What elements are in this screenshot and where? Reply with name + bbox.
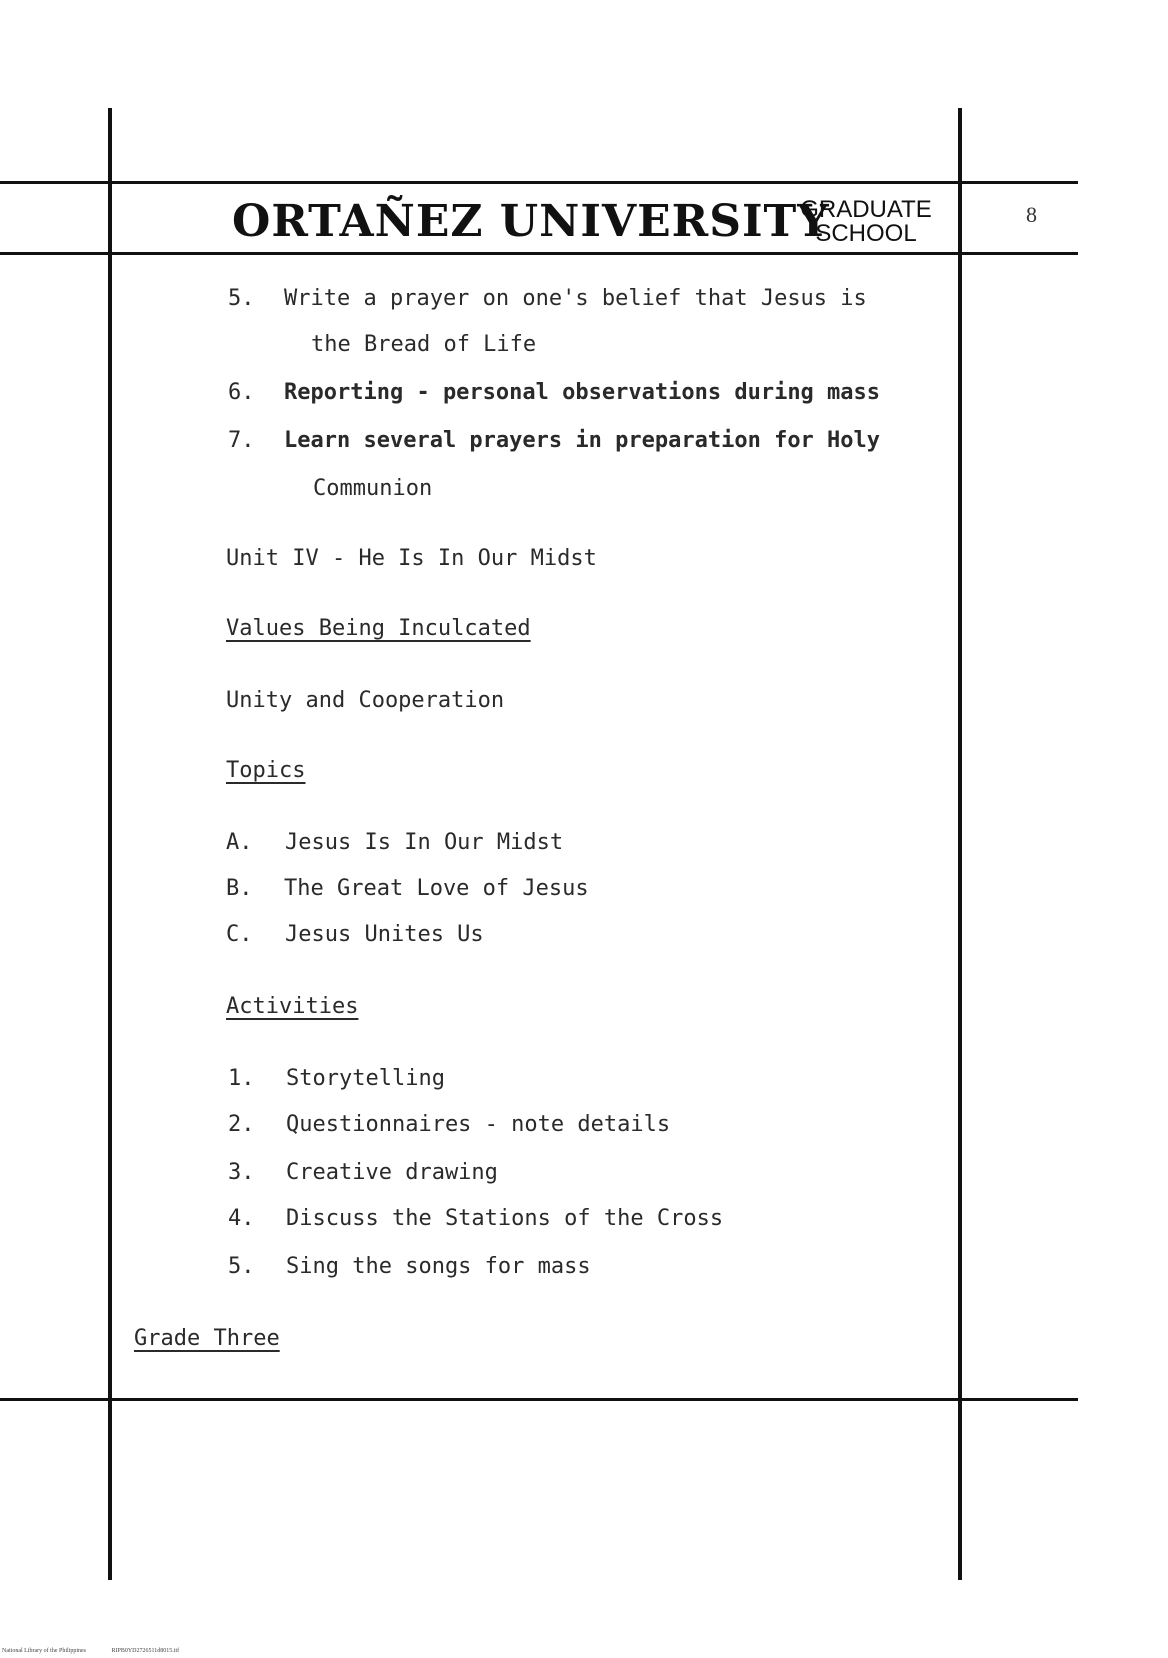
activity-number: 3. bbox=[228, 1160, 255, 1185]
unit-title: Unit IV - He Is In Our Midst bbox=[226, 546, 597, 571]
margin-line-right bbox=[958, 108, 962, 1580]
topic-text: The Great Love of Jesus bbox=[284, 876, 589, 901]
scan-footer bbox=[2, 1648, 203, 1654]
activity-text: Storytelling bbox=[286, 1066, 445, 1091]
grade-heading: Grade Three bbox=[134, 1326, 280, 1351]
school-label bbox=[786, 198, 946, 246]
header-rule-bottom bbox=[0, 252, 1078, 255]
school-label-line2: SCHOOL bbox=[815, 220, 917, 247]
topic-text: Jesus Is In Our Midst bbox=[285, 830, 564, 855]
header-rule-top bbox=[0, 181, 1078, 184]
activity-number: 1. bbox=[228, 1066, 255, 1091]
margin-line-left bbox=[108, 108, 112, 1580]
university-name: ORTAÑEZ UNIVERSITY bbox=[232, 196, 830, 247]
topics-heading: Topics bbox=[226, 758, 306, 783]
topic-text: Jesus Unites Us bbox=[285, 922, 484, 947]
list-number: 5. bbox=[228, 286, 255, 311]
values-heading: Values Being Inculcated bbox=[226, 616, 531, 641]
topic-letter: C. bbox=[226, 922, 253, 947]
activity-text: Creative drawing bbox=[286, 1160, 498, 1185]
topic-letter: A. bbox=[226, 830, 253, 855]
list-item-text: the Bread of Life bbox=[311, 332, 537, 357]
activity-text: Questionnaires - note details bbox=[286, 1112, 671, 1137]
list-number: 7. bbox=[228, 428, 255, 453]
footer-library: National Library of the Philippines bbox=[2, 1648, 86, 1654]
activity-number: 2. bbox=[228, 1112, 255, 1137]
list-number: 6. bbox=[228, 380, 255, 405]
activity-text: Discuss the Stations of the Cross bbox=[286, 1206, 724, 1231]
page-number: 8 bbox=[1026, 202, 1037, 227]
footer-rule bbox=[0, 1398, 1078, 1401]
school-label-line1: GRADUATE bbox=[800, 196, 932, 223]
activity-number: 5. bbox=[228, 1254, 255, 1279]
list-item-text: Learn several prayers in preparation for Holy bbox=[284, 428, 881, 453]
list-item-text: Communion bbox=[313, 476, 433, 501]
activities-heading: Activities bbox=[226, 994, 359, 1019]
list-item-text: Reporting - personal observations during mass bbox=[284, 380, 881, 405]
topic-letter: B. bbox=[226, 876, 253, 901]
footer-file-id: RIPB0YD2726511d8015.tif bbox=[111, 1648, 180, 1654]
list-item-text: Write a prayer on one's belief that Jesus is bbox=[284, 286, 867, 311]
values-text: Unity and Cooperation bbox=[226, 688, 505, 713]
activity-number: 4. bbox=[228, 1206, 255, 1231]
activity-text: Sing the songs for mass bbox=[286, 1254, 591, 1279]
